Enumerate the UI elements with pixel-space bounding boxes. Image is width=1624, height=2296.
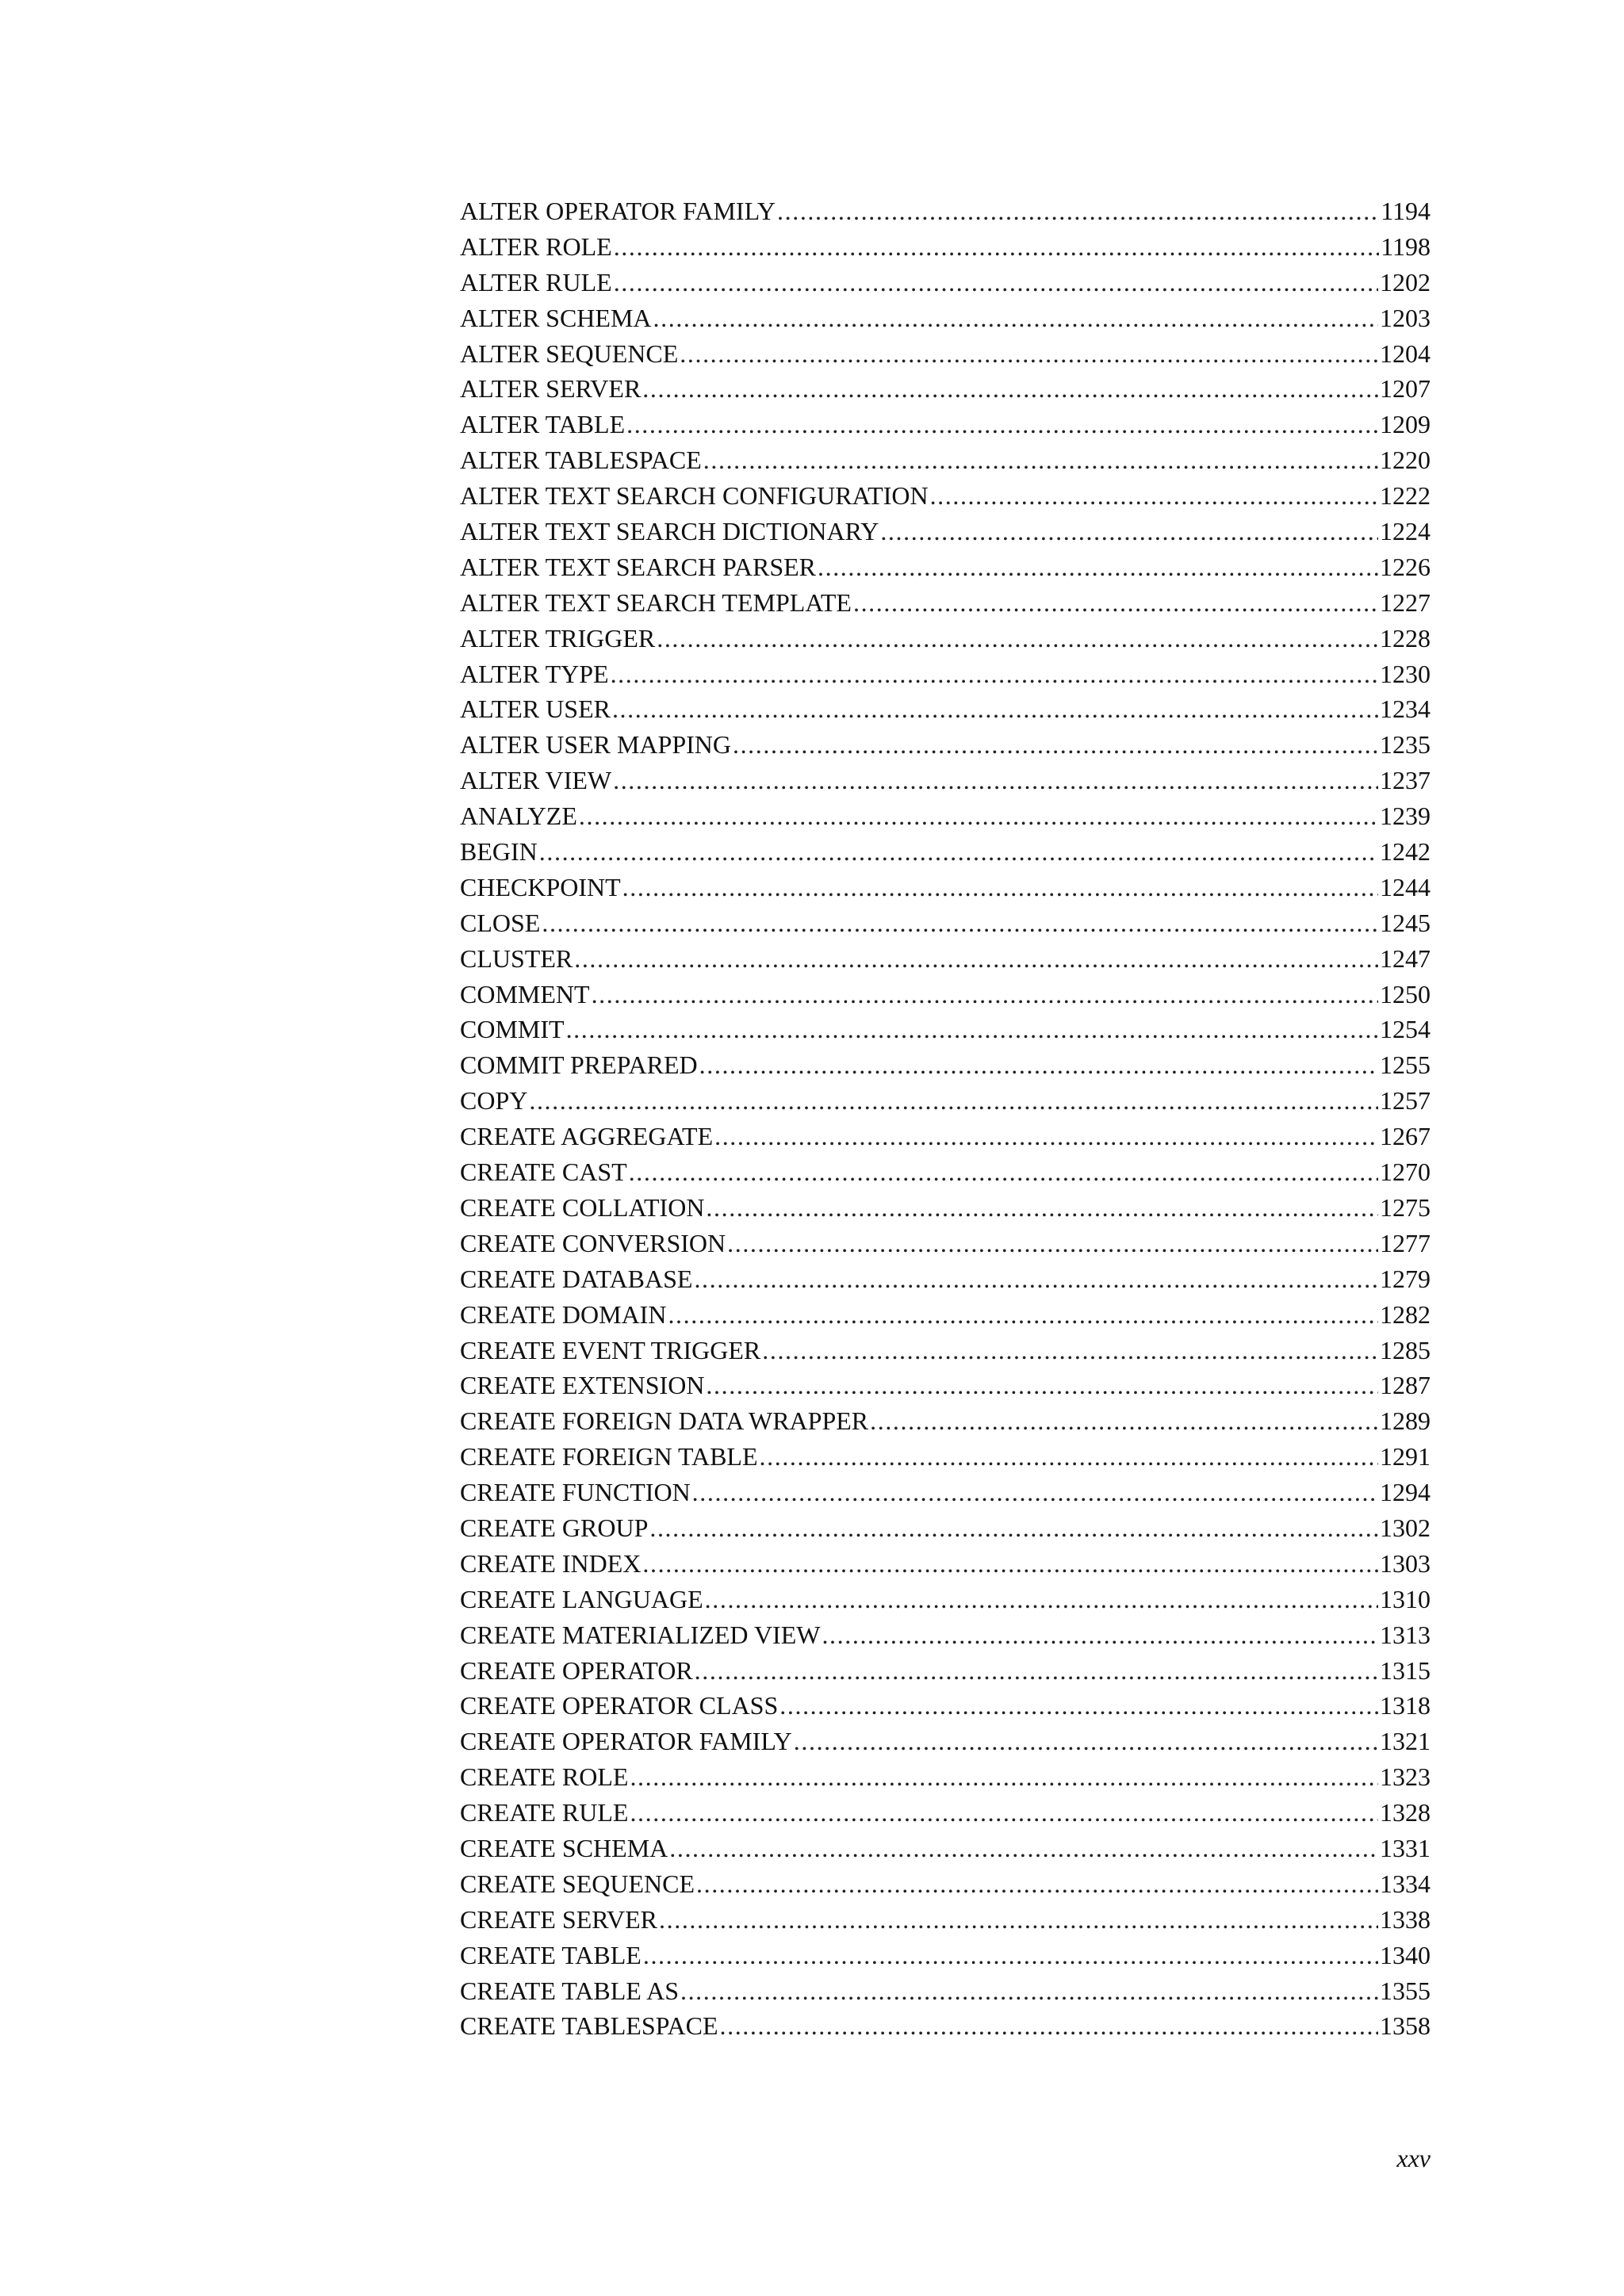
toc-entry-title: COMMIT [460, 1015, 565, 1044]
dot-leader [630, 1759, 1378, 1795]
dot-leader [539, 834, 1378, 870]
toc-entry-page-number: 1254 [1380, 1015, 1431, 1044]
toc-entry-title: COMMIT PREPARED [460, 1050, 698, 1080]
toc-entry-page-number: 1230 [1380, 659, 1431, 688]
toc-entry-title: ANALYZE [460, 802, 577, 831]
toc-entry-page-number: 1279 [1380, 1264, 1431, 1293]
toc-entry-title: CREATE MATERIALIZED VIEW [460, 1620, 821, 1649]
dot-leader [695, 1653, 1378, 1689]
toc-entry[interactable] [460, 798, 1431, 834]
toc-entry-title: CREATE TABLE [460, 1940, 642, 1969]
toc-entry[interactable] [460, 1902, 1431, 1938]
toc-entry[interactable] [460, 621, 1431, 656]
toc-entry-title: CREATE CONVERSION [460, 1228, 726, 1257]
toc-entry-page-number: 1277 [1380, 1228, 1431, 1257]
toc-entry-page-number: 1204 [1380, 339, 1431, 368]
dot-leader [622, 870, 1378, 905]
toc-entry[interactable] [460, 1439, 1431, 1475]
toc-entry[interactable] [460, 514, 1431, 549]
toc-entry-page-number: 1303 [1380, 1548, 1431, 1578]
toc-entry-title: ALTER TABLE [460, 410, 626, 439]
toc-entry-page-number: 1321 [1380, 1727, 1431, 1756]
dot-leader [777, 193, 1379, 229]
toc-entry[interactable] [460, 1333, 1431, 1368]
toc-entry-page-number: 1291 [1380, 1442, 1431, 1471]
toc-entry-title: ALTER TEXT SEARCH PARSER [460, 552, 816, 581]
toc-entry-title: ALTER SCHEMA [460, 303, 652, 332]
toc-entry[interactable] [460, 442, 1431, 478]
dot-leader [612, 691, 1378, 727]
toc-entry-page-number: 1338 [1380, 1904, 1431, 1934]
dot-leader [762, 1333, 1378, 1368]
dot-leader [720, 2008, 1379, 2044]
toc-entry[interactable] [460, 1831, 1431, 1866]
dot-leader [649, 1510, 1378, 1546]
toc-entry-title: CREATE OPERATOR [460, 1655, 693, 1685]
toc-entry-page-number: 1203 [1380, 303, 1431, 332]
toc-entry[interactable] [460, 1403, 1431, 1439]
toc-entry-page-number: 1224 [1380, 517, 1431, 546]
toc-entry-title: ALTER ROLE [460, 232, 612, 261]
toc-entry[interactable] [460, 300, 1431, 336]
toc-entry[interactable] [460, 977, 1431, 1012]
dot-leader [706, 1368, 1378, 1403]
toc-entry[interactable] [460, 1582, 1431, 1617]
toc-entry[interactable] [460, 229, 1431, 265]
toc-entry-page-number: 1267 [1380, 1122, 1431, 1151]
toc-entry-page-number: 1315 [1380, 1655, 1431, 1685]
toc-entry-page-number: 1198 [1381, 232, 1431, 261]
toc-entry-title: CREATE LANGUAGE [460, 1584, 703, 1613]
dot-leader [629, 1154, 1378, 1190]
toc-entry[interactable] [460, 834, 1431, 870]
toc-entry-page-number: 1194 [1381, 197, 1431, 225]
dot-leader [870, 1403, 1378, 1439]
toc-entry[interactable] [460, 1688, 1431, 1724]
toc-entry[interactable] [460, 2008, 1431, 2044]
toc-entry-title: CREATE EVENT TRIGGER [460, 1335, 761, 1364]
toc-entry-title: CREATE TABLE AS [460, 1976, 679, 2005]
dot-leader [760, 1439, 1378, 1475]
toc-entry-title: CHECKPOINT [460, 872, 621, 901]
toc-entry-title: CREATE CAST [460, 1158, 627, 1187]
toc-entry-page-number: 1250 [1380, 979, 1431, 1008]
toc-entry-page-number: 1237 [1380, 766, 1431, 795]
toc-entry[interactable] [460, 193, 1431, 229]
dot-leader [657, 621, 1378, 656]
dot-leader [642, 371, 1378, 407]
toc-entry-title: ALTER OPERATOR FAMILY [460, 197, 776, 225]
dot-leader [529, 1083, 1378, 1119]
toc-entry[interactable] [460, 585, 1431, 621]
toc-entry-title: CREATE AGGREGATE [460, 1122, 714, 1151]
toc-entry[interactable] [460, 763, 1431, 798]
dot-leader [626, 407, 1378, 442]
toc-entry-title: COPY [460, 1086, 528, 1115]
toc-entry-page-number: 1226 [1380, 552, 1431, 581]
dot-leader [614, 265, 1378, 300]
toc-entry-page-number: 1255 [1380, 1050, 1431, 1080]
toc-entry-title: CREATE EXTENSION [460, 1371, 705, 1400]
toc-entry-page-number: 1244 [1380, 872, 1431, 901]
dot-leader [727, 1226, 1378, 1261]
toc-entry-page-number: 1323 [1380, 1762, 1431, 1792]
toc-entry-title: ALTER TEXT SEARCH CONFIGURATION [460, 481, 929, 511]
dot-leader [714, 1119, 1378, 1154]
toc-entry-title: ALTER RULE [460, 267, 612, 297]
toc-entry-page-number: 1331 [1380, 1833, 1431, 1862]
page-number: xxv [1396, 2144, 1431, 2172]
toc-entry[interactable] [460, 1759, 1431, 1795]
dot-leader [630, 1795, 1378, 1831]
dot-leader [668, 1297, 1378, 1333]
toc-entry[interactable] [460, 1617, 1431, 1653]
toc-entry-page-number: 1302 [1380, 1513, 1431, 1542]
dot-leader [694, 1261, 1378, 1297]
toc-entry[interactable] [460, 656, 1431, 692]
toc-entry-title: CLOSE [460, 908, 541, 937]
toc-entry-page-number: 1355 [1380, 1976, 1431, 2005]
toc-entry-page-number: 1222 [1380, 481, 1431, 511]
toc-entry[interactable] [460, 1226, 1431, 1261]
toc-entry-page-number: 1287 [1380, 1371, 1431, 1400]
toc-entry-page-number: 1289 [1380, 1406, 1431, 1436]
dot-leader [930, 478, 1378, 514]
toc-entry-page-number: 1257 [1380, 1086, 1431, 1115]
toc-entry-page-number: 1239 [1380, 802, 1431, 831]
toc-entry-title: ALTER TABLESPACE [460, 446, 702, 475]
dot-leader [822, 1617, 1378, 1653]
dot-leader [542, 905, 1378, 941]
toc-entry-title: ALTER VIEW [460, 766, 612, 795]
toc-entry[interactable] [460, 1475, 1431, 1510]
toc-entry-title: BEGIN [460, 837, 538, 867]
dot-leader [880, 514, 1378, 549]
toc-entry-page-number: 1310 [1380, 1584, 1431, 1613]
toc-entry-title: CREATE RULE [460, 1798, 629, 1827]
dot-leader [579, 798, 1378, 834]
dot-leader [613, 763, 1378, 798]
toc-entry-page-number: 1328 [1380, 1798, 1431, 1827]
dot-leader [696, 1866, 1378, 1902]
dot-leader [614, 229, 1379, 265]
dot-leader [705, 1582, 1378, 1617]
toc-entry[interactable] [460, 1119, 1431, 1154]
toc-entry[interactable] [460, 1795, 1431, 1831]
toc-entry-page-number: 1358 [1380, 2011, 1431, 2041]
toc-entry[interactable] [460, 1510, 1431, 1546]
toc-entry-page-number: 1220 [1380, 446, 1431, 475]
toc-entry-title: CREATE TABLESPACE [460, 2011, 718, 2041]
toc-entry-page-number: 1227 [1380, 587, 1431, 617]
toc-entry[interactable] [460, 1973, 1431, 2009]
toc-entry-title: CREATE FOREIGN DATA WRAPPER [460, 1406, 869, 1436]
toc-entry[interactable] [460, 1154, 1431, 1190]
toc-entry-page-number: 1209 [1380, 410, 1431, 439]
dot-leader [692, 1475, 1378, 1510]
toc-entry-title: CREATE SEQUENCE [460, 1869, 695, 1898]
toc-entry[interactable] [460, 407, 1431, 442]
toc-entry[interactable] [460, 265, 1431, 300]
dot-leader [733, 727, 1378, 763]
dot-leader [611, 656, 1378, 692]
dot-leader [659, 1902, 1378, 1938]
toc-entry[interactable] [460, 1938, 1431, 1973]
dot-leader [703, 442, 1378, 478]
toc-entry-title: CREATE SCHEMA [460, 1833, 668, 1862]
toc-entry-title: CREATE OPERATOR CLASS [460, 1691, 779, 1720]
dot-leader [680, 1973, 1378, 2009]
toc-entry-title: ALTER TEXT SEARCH TEMPLATE [460, 587, 852, 617]
toc-entry-page-number: 1285 [1380, 1335, 1431, 1364]
toc-entry-title: CREATE FUNCTION [460, 1478, 691, 1507]
toc-entry[interactable] [460, 941, 1431, 977]
dot-leader [794, 1724, 1378, 1759]
toc-entry-page-number: 1202 [1380, 267, 1431, 297]
toc-entry-page-number: 1270 [1380, 1158, 1431, 1187]
dot-leader [669, 1831, 1378, 1866]
toc-entry-title: ALTER TRIGGER [460, 623, 656, 652]
toc-entry-page-number: 1235 [1380, 730, 1431, 760]
toc-entry-title: CREATE INDEX [460, 1548, 642, 1578]
dot-leader [592, 977, 1378, 1012]
toc-entry-page-number: 1234 [1380, 695, 1431, 724]
toc-entry-title: ALTER SEQUENCE [460, 339, 679, 368]
toc-entry-page-number: 1247 [1380, 943, 1431, 973]
toc-entry-title: CREATE GROUP [460, 1513, 649, 1542]
toc-entry[interactable] [460, 905, 1431, 941]
dot-leader [680, 336, 1378, 372]
dot-leader [574, 941, 1378, 977]
toc-entry-title: ALTER SERVER [460, 374, 642, 404]
toc-entry-title: CREATE DOMAIN [460, 1299, 667, 1329]
dot-leader [699, 1047, 1378, 1083]
toc-entry[interactable] [460, 1297, 1431, 1333]
toc-entry-page-number: 1318 [1380, 1691, 1431, 1720]
toc-entry-title: ALTER TYPE [460, 659, 609, 688]
toc-entry-page-number: 1334 [1380, 1869, 1431, 1898]
toc-entry[interactable] [460, 1083, 1431, 1119]
dot-leader [853, 585, 1378, 621]
dot-leader [643, 1938, 1378, 1973]
toc-entry-title: ALTER USER MAPPING [460, 730, 731, 760]
toc-entry[interactable] [460, 1261, 1431, 1297]
toc-entry[interactable] [460, 1190, 1431, 1226]
toc-entry[interactable] [460, 1724, 1431, 1759]
toc-entry[interactable] [460, 691, 1431, 727]
dot-leader [642, 1546, 1378, 1582]
toc-entry[interactable] [460, 870, 1431, 905]
toc-entry-page-number: 1242 [1380, 837, 1431, 867]
toc-entry-page-number: 1245 [1380, 908, 1431, 937]
toc-entry-page-number: 1282 [1380, 1299, 1431, 1329]
toc-entry-title: CREATE FOREIGN TABLE [460, 1442, 758, 1471]
dot-leader [818, 549, 1378, 585]
toc-entry[interactable] [460, 1012, 1431, 1047]
toc-entry-title: CREATE ROLE [460, 1762, 629, 1792]
toc-entry[interactable] [460, 336, 1431, 372]
toc-entry-title: CLUSTER [460, 943, 573, 973]
toc-entry-page-number: 1340 [1380, 1940, 1431, 1969]
toc-entry[interactable] [460, 727, 1431, 763]
toc-entry-title: CREATE SERVER [460, 1904, 658, 1934]
toc-entry-page-number: 1228 [1380, 623, 1431, 652]
toc-entry-title: COMMENT [460, 979, 590, 1008]
table-of-contents [460, 193, 1431, 2044]
dot-leader [566, 1012, 1378, 1047]
toc-entry[interactable] [460, 478, 1431, 514]
toc-entry-page-number: 1313 [1380, 1620, 1431, 1649]
toc-entry[interactable] [460, 1866, 1431, 1902]
toc-entry-title: CREATE DATABASE [460, 1264, 693, 1293]
toc-entry[interactable] [460, 1653, 1431, 1689]
toc-entry-title: ALTER USER [460, 695, 611, 724]
toc-entry-title: CREATE COLLATION [460, 1192, 705, 1222]
toc-entry-title: CREATE OPERATOR FAMILY [460, 1727, 792, 1756]
toc-entry-page-number: 1294 [1380, 1478, 1431, 1507]
dot-leader [653, 300, 1378, 336]
toc-entry-page-number: 1207 [1380, 374, 1431, 404]
toc-entry[interactable] [460, 1047, 1431, 1083]
dot-leader [706, 1190, 1378, 1226]
toc-entry[interactable] [460, 1546, 1431, 1582]
toc-entry-page-number: 1275 [1380, 1192, 1431, 1222]
toc-entry[interactable] [460, 549, 1431, 585]
toc-entry[interactable] [460, 371, 1431, 407]
toc-entry[interactable] [460, 1368, 1431, 1403]
dot-leader [779, 1688, 1378, 1724]
toc-entry-title: ALTER TEXT SEARCH DICTIONARY [460, 517, 879, 546]
